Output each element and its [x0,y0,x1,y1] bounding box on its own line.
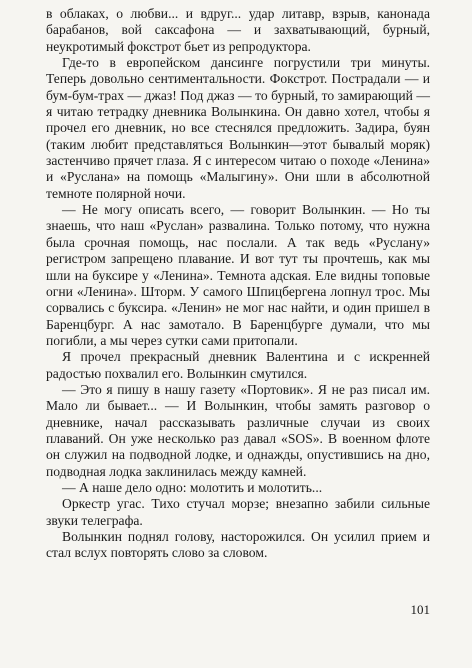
paragraph: в облаках, о любви... и вдруг... удар литавр, взрыв, канонада барабанов, вой саксафона — и захватывающий, бурный, неукротимый фокстрот бьет из репродуктора. [46,6,430,54]
paragraph: Я прочел прекрасный дневник Валентина и с искренней радостью похвалил его. Волынкин смутился. [46,349,430,381]
body-text [46,6,430,562]
paragraph: Где-то в европейском дансинге погрустили три минуты. Теперь довольно сентиментальности. Фокстрот. Пострадали — и бум-бум-трах — джаз! Под джаз — то бурный, то замирающий — я читаю тетрадку дневника Волынкина. Он давно хотел, чтобы я прочел его дневник, но все стеснялся предложить. Задира, буян (таким любит представляться Волынкин—этот бывалый моряк) застенчиво прячет глаза. Я с интересом читаю о походе «Ленина» и «Руслана» на помощь «Малыгину». Они шли в абсолютной темноте полярной ночи. [46,55,430,201]
paragraph: — Не могу описать всего, — говорит Волынкин. — Но ты знаешь, что наш «Руслан» развалина. Только потому, что нужна была срочная помощь, нас послали. А так ведь «Руслану» регистром запрещено плавание. И вот тут ты прочтешь, как мы шли на буксире у «Ленина». Темнота адская. Еле видны топовые огни «Ленина». Шторм. У самого Шпицбергена лопнул трос. Мы сорвались с буксира. «Ленин» не мог нас найти, и один пришел в Баренцбург. А нас замотало. В Баренцбурге думали, что мы погибли, а мы через сутки сами притопали. [46,202,430,348]
paragraph: Волынкин поднял голову, насторожился. Он усилил прием и стал вслух повторять слово за словом. [46,529,430,561]
page-number: 101 [410,602,430,617]
paragraph: Оркестр угас. Тихо стучал морзе; внезапно забили сильные звуки телеграфа. [46,496,430,528]
paragraph: — А наше дело одно: молотить и молотить... [62,479,323,495]
paragraph: — Это я пишу в нашу газету «Портовик». Я не раз писал им. Мало ли бывает... — И Волынкин, чтобы замять разговор о дневнике, начал рассказывать различные случаи из своих плаваний. Он уже несколько раз давал «SOS». В военном флоте он служил на подводной лодке, и однажды, опустившись на дно, подводная лодка заклинилась между камней. [46,381,430,479]
